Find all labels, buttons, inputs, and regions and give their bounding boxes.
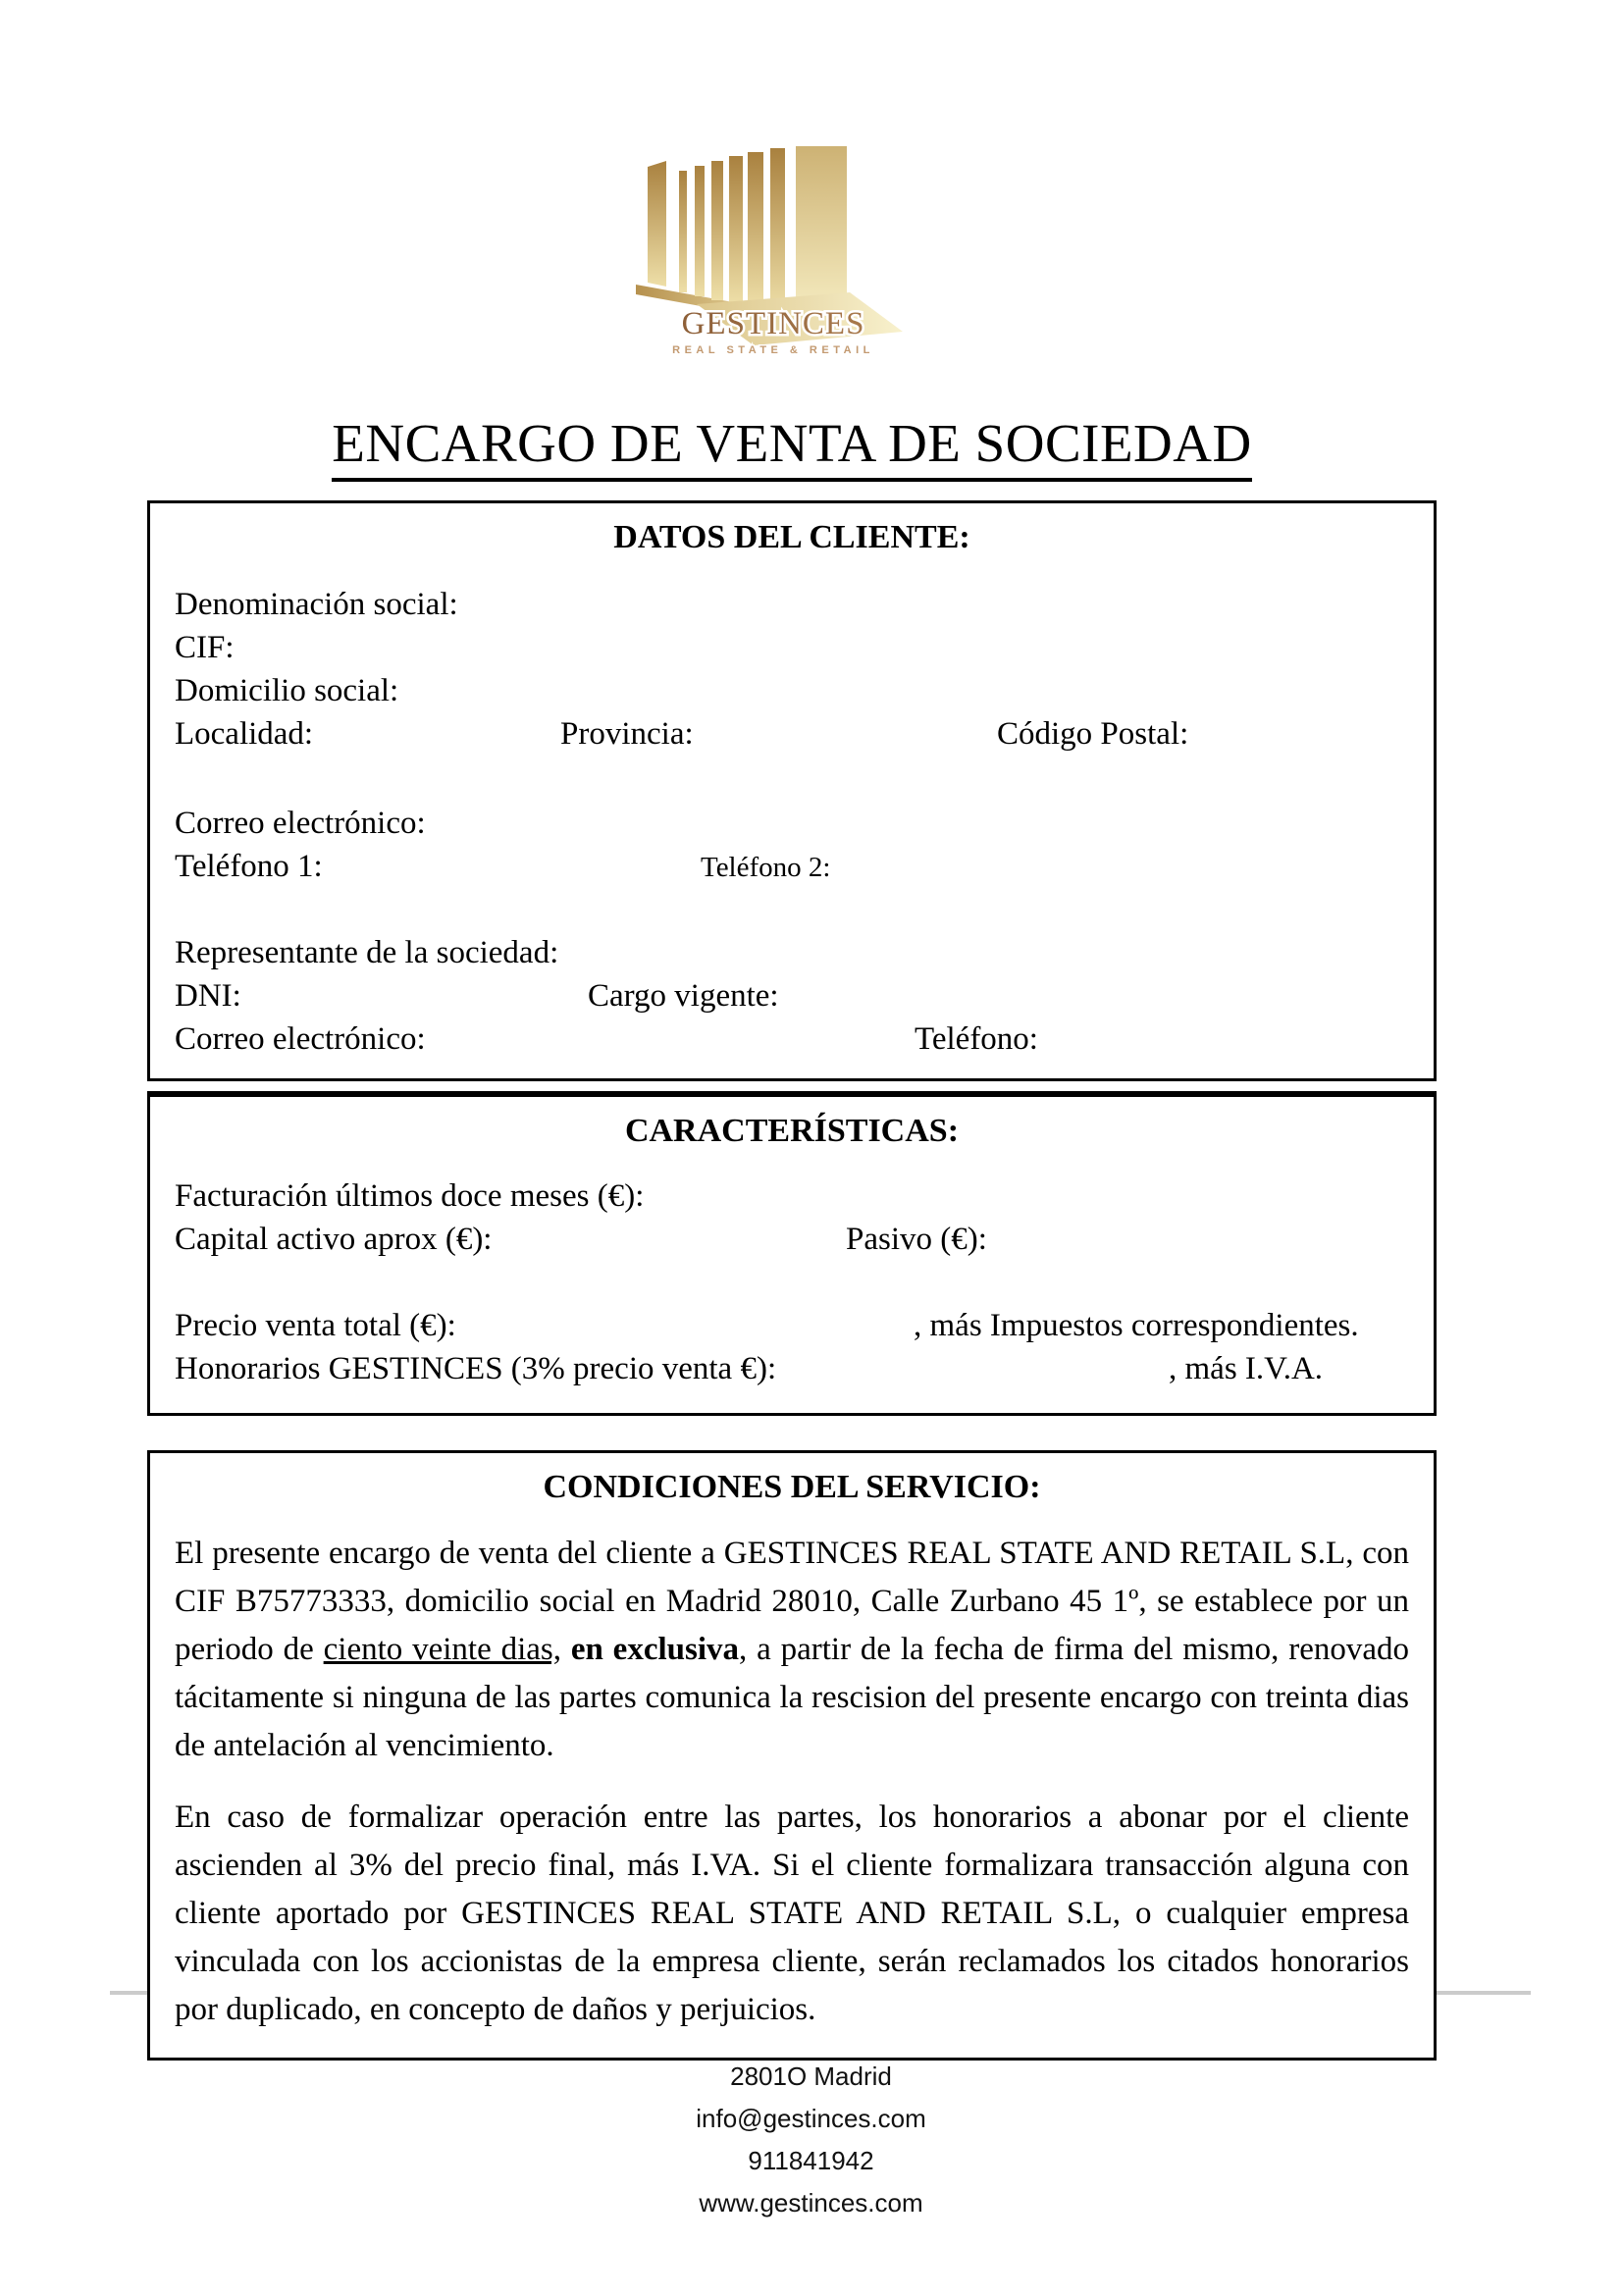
conditions-paragraph-2: En caso de formalizar operación entre las partes, los honorarios a abonar por el cliente ascienden al 3% del precio final, más I.VA. Si el cliente formalizara transacción alguna con cliente aportado por GESTINCES REAL STATE AND RETAIL S.L, o cualquier empresa vinculada con los accionistas de la empresa cliente, serán reclamados los citados honorarios por duplicado, en concepto de daños y perjuicios. <box>175 1800 1409 2027</box>
company-logo <box>636 139 920 370</box>
footer-email: info@gestinces.com <box>696 2104 926 2133</box>
conditions-box-heading: CONDICIONES DEL SERVICIO: <box>543 1469 1041 1505</box>
page-title <box>147 412 1437 474</box>
field-domicilio-social <box>175 673 1409 716</box>
field-precio-venta <box>175 1308 1409 1351</box>
telefono-representante-label: Teléfono: <box>915 1021 1038 1057</box>
p1-space <box>561 1632 571 1667</box>
cif-label: CIF: <box>175 630 235 665</box>
service-conditions-box <box>147 1450 1437 2061</box>
field-representante <box>175 935 1409 978</box>
characteristics-box <box>147 1091 1437 1416</box>
codigo-postal-label: Código Postal: <box>997 716 1189 752</box>
p1-text-end: , a partir de la fecha de firma del mismo, renovado tácitamente si ninguna de las partes comunica la rescision del presente encargo con treinta dias de antelación al vencimiento. <box>175 1632 1410 1763</box>
building-logo-icon <box>636 139 920 370</box>
field-capital-pasivo <box>175 1222 1409 1265</box>
field-facturacion <box>175 1178 1409 1222</box>
facturacion-label: Facturación últimos doce meses (€): <box>175 1178 645 1214</box>
page-title-text: ENCARGO DE VENTA DE SOCIEDAD <box>332 413 1251 482</box>
field-correo-telefono-representante <box>175 1021 1409 1065</box>
impuestos-note: , más Impuestos correspondientes. <box>914 1308 1359 1343</box>
p1-bold-term: en exclusiva <box>570 1632 740 1667</box>
cargo-vigente-label: Cargo vigente: <box>588 978 779 1014</box>
conditions-paragraph-1 <box>175 1530 1409 1770</box>
field-correo-electronico <box>175 806 1409 849</box>
footer-website: www.gestinces.com <box>699 2188 923 2218</box>
honorarios-label: Honorarios GESTINCES (3% precio venta €): <box>175 1351 777 1386</box>
telefono2-label: Teléfono 2: <box>701 852 831 883</box>
localidad-label: Localidad: <box>175 716 314 752</box>
field-localidad-provincia-cp <box>175 716 1409 759</box>
domicilio-label: Domicilio social: <box>175 673 399 708</box>
precio-venta-label: Precio venta total (€): <box>175 1308 456 1343</box>
footer-phone: 911841942 <box>748 2146 874 2175</box>
telefono1-label: Teléfono 1: <box>175 849 323 884</box>
field-honorarios <box>175 1351 1409 1394</box>
brand-tagline: REAL STATE & RETAIL <box>672 344 874 356</box>
correo-label: Correo electrónico: <box>175 806 426 841</box>
capital-activo-label: Capital activo aprox (€): <box>175 1222 493 1257</box>
field-denominacion-social <box>175 587 1409 630</box>
dni-label: DNI: <box>175 978 241 1014</box>
brand-wordmark: GESTINCES <box>681 306 865 341</box>
field-cif <box>175 630 1409 673</box>
field-dni-cargo <box>175 978 1409 1021</box>
characteristics-box-heading: CARACTERÍSTICAS: <box>624 1113 960 1149</box>
denominacion-label: Denominación social: <box>175 587 458 622</box>
provincia-label: Provincia: <box>560 716 694 752</box>
p1-underlined-term: ciento veinte dias, <box>323 1632 561 1667</box>
correo-representante-label: Correo electrónico: <box>175 1021 426 1057</box>
client-data-box <box>147 500 1437 1081</box>
field-telefonos <box>175 849 1409 892</box>
p1-text-start: El presente encargo de venta del cliente a GESTINCES REAL STATE AND RETAIL S.L, con CIF B75773333, domicilio social en Madrid 28010, Calle Zurbano 45 1º, se establece por un periodo de <box>175 1536 1409 1667</box>
representante-label: Representante de la sociedad: <box>175 935 559 970</box>
client-box-heading: DATOS DEL CLIENTE: <box>613 519 970 555</box>
pasivo-label: Pasivo (€): <box>846 1222 987 1257</box>
footer-city: 2801O Madrid <box>730 2061 892 2091</box>
iva-note: , más I.V.A. <box>1169 1351 1324 1386</box>
